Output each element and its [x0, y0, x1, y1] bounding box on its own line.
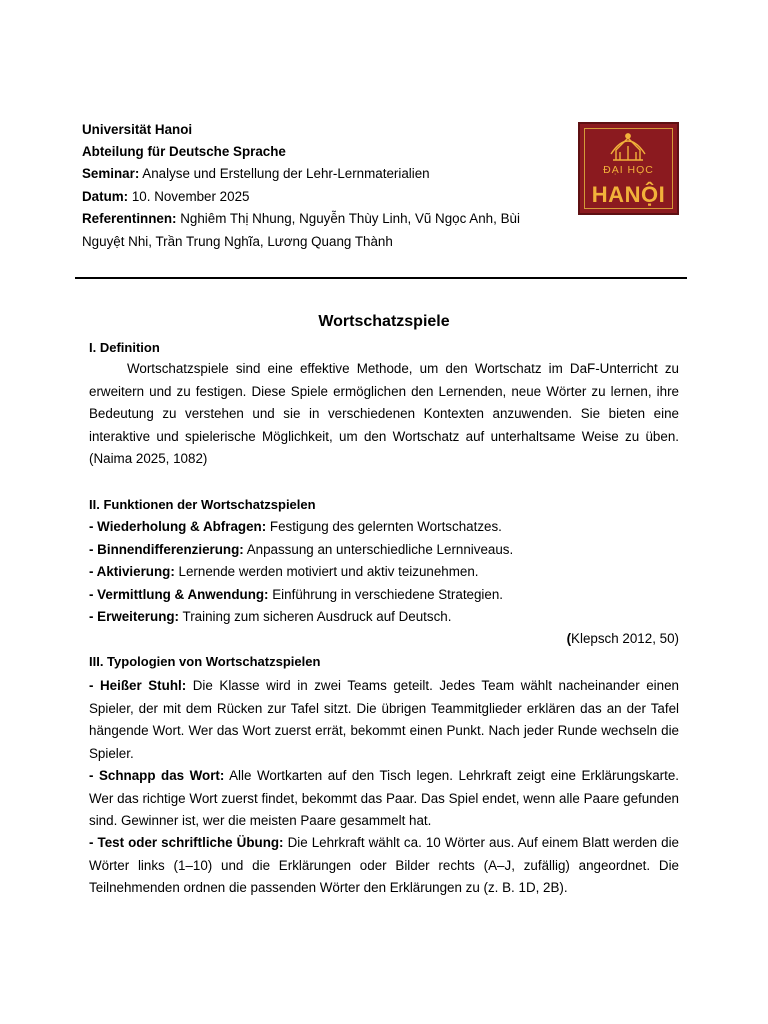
presenters-names-line2: Nguyệt Nhi, Trần Trung Nghĩa, Lương Quang Thành: [82, 234, 393, 249]
list-item-term: - Wiederholung & Abfragen:: [89, 519, 267, 534]
date-line: [82, 189, 249, 205]
logo-text-top: ĐẠI HỌC: [603, 164, 654, 176]
document-title: Wortschatzspiele: [318, 313, 450, 330]
citation-paren: (: [566, 631, 572, 646]
date-value: 10. November 2025: [131, 189, 250, 204]
header-divider: [75, 277, 687, 279]
list-item: [89, 832, 679, 900]
department-name: Abteilung für Deutsche Sprache: [82, 144, 286, 159]
list-item: [89, 587, 503, 603]
list-item-term: - Aktivierung:: [89, 564, 175, 579]
list-item-term: - Vermittlung & Anwendung:: [89, 587, 269, 602]
list-item: [89, 542, 513, 558]
list-item: [89, 519, 502, 535]
citation-text: Klepsch 2012, 50): [571, 631, 679, 646]
section-heading-definition: I. Definition: [89, 340, 160, 355]
definition-paragraph: Wortschatzspiele sind eine effektive Methode, um den Wortschatz im DaF-Unterricht zu erweitern und zu festigen. Diese Spiele ermöglichen den Lernenden, neue Wörter zu lernen, ihre Bedeutung zu verstehen und sie in verschiedenen Kontexten anzuwenden. Sie bieten eine interaktive und spielerische Möglichkeit, um den Wortschatz auf unterhaltsame Weise zu üben. (Naima 2025, 1082): [89, 361, 679, 466]
presenters-line: [82, 211, 520, 227]
list-item-term: - Test oder schriftliche Übung:: [89, 835, 284, 850]
list-item-desc: Festigung des gelernten Wortschatzes.: [266, 519, 502, 534]
list-item-desc: Alle Wortkarten auf den Tisch legen. Lehrkraft zeigt eine Erklärungskarte. Wer das richtige Wort zuerst findet, bekommt das Paar. Das Spiel endet, wenn alle Paare gefunden sind. Gewinner ist, wer die meisten Paare gesammelt hat.: [89, 768, 679, 828]
presenters-names-line1: Nghiêm Thị Nhung, Nguyễn Thùy Linh, Vũ Ngọc Anh, Bùi: [180, 211, 520, 226]
list-item-term: - Erweiterung:: [89, 609, 180, 624]
list-item: [89, 609, 451, 625]
date-label: Datum:: [82, 189, 129, 204]
university-logo: [578, 122, 679, 215]
list-item-desc: Die Klasse wird in zwei Teams geteilt. Jedes Team wählt nacheinander einen Spieler, der mit dem Rücken zur Tafel sitzt. Die übrigen Teammitglieder erklären das an der Tafel hängende Wort. Wer das Wort zuerst errät, bekommt einen Punkt. Nach jeder Runde wechseln die Spieler.: [89, 678, 679, 761]
list-item-desc: Die Lehrkraft wählt ca. 10 Wörter aus. Auf einem Blatt werden die Wörter links (1–10) und die Erklärungen oder Bilder rechts (A–J, zufällig) angeordnet. Die Teilnehmenden ordnen die passenden Wörter den Erklärungen zu (z. B. 1D, 2B).: [89, 835, 679, 895]
list-item-desc: Einführung in verschiedene Strategien.: [268, 587, 504, 602]
list-item: [89, 564, 479, 580]
seminar-value: Analyse und Erstellung der Lehr-Lernmaterialien: [142, 166, 430, 181]
seminar-line: [82, 166, 430, 182]
list-item-term: - Heißer Stuhl:: [89, 678, 187, 693]
list-item-term: - Schnapp das Wort:: [89, 768, 225, 783]
citation-klepsch: [567, 631, 679, 647]
list-item-term: - Binnendifferenzierung:: [89, 542, 244, 557]
list-item-desc: Anpassung an unterschiedliche Lernniveaus.: [243, 542, 514, 557]
section-heading-functions: II. Funktionen der Wortschatzspielen: [89, 497, 316, 512]
list-item: [89, 675, 679, 765]
university-name: Universität Hanoi: [82, 122, 193, 137]
seminar-label: Seminar:: [82, 166, 140, 181]
section-heading-typologies: III. Typologien von Wortschatzspielen: [89, 654, 321, 669]
list-item: [89, 765, 679, 833]
list-item-desc: Lernende werden motiviert und aktiv teizunehmen.: [174, 564, 479, 579]
logo-text-bottom: HANỘI: [591, 182, 666, 207]
list-item-desc: Training zum sicheren Ausdruck auf Deutsch.: [179, 609, 452, 624]
presenters-label: Referentinnen:: [82, 211, 177, 226]
